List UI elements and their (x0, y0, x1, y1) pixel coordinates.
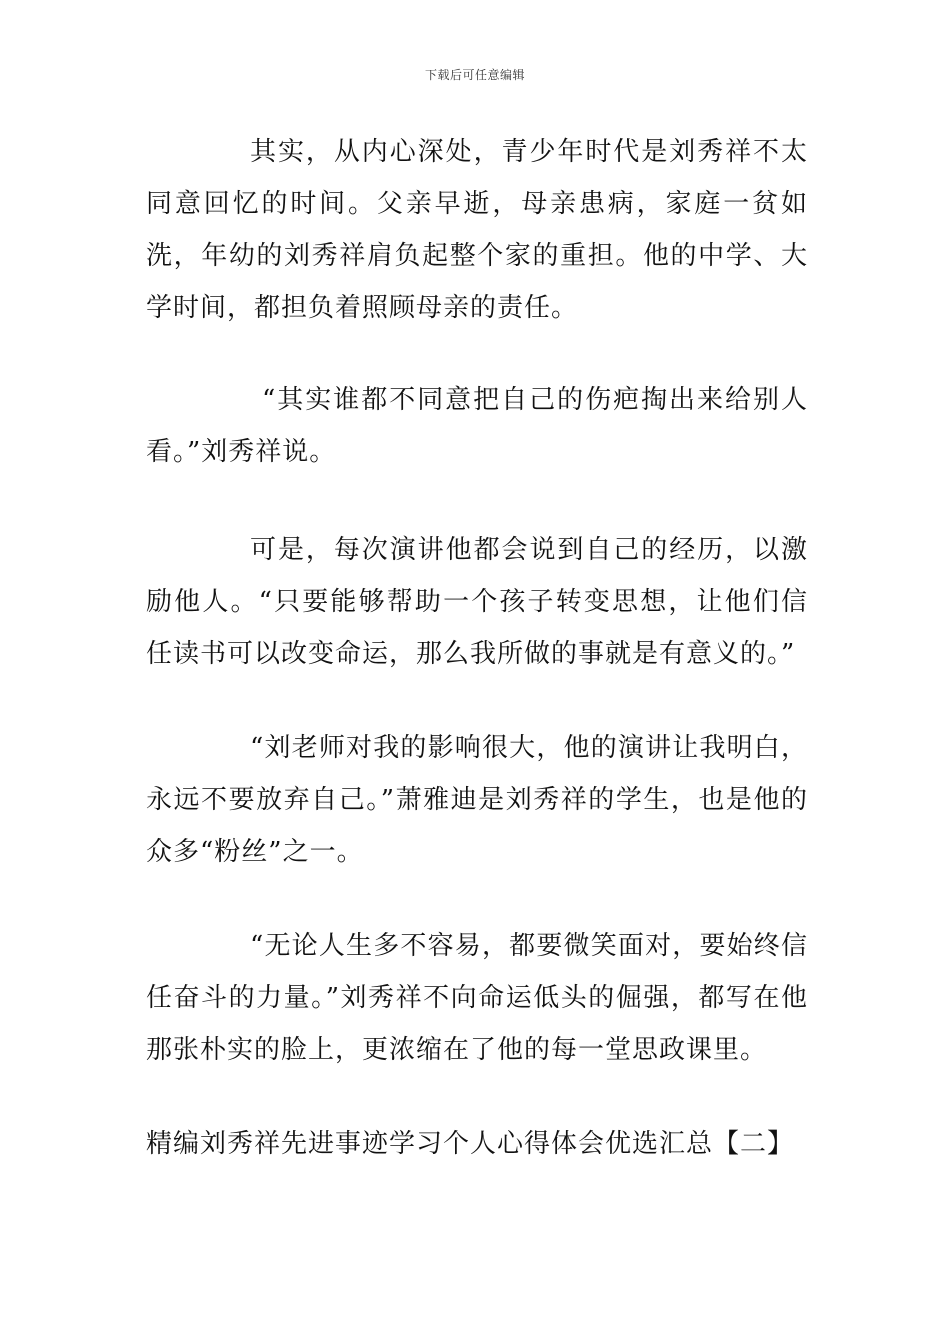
page-header: 下载后可任意编辑 (424, 68, 525, 82)
paragraph-3: 可是，每次演讲他都会说到自己的经历，以激励他人。“只要能够帮助一个孩子转变思想，让他们信任读书可以改变命运，那么我所做的事就是有意义的。” (146, 535, 808, 669)
paragraph-1: 其实，从内心深处，青少年时代是刘秀祥不太同意回忆的时间。父亲早逝，母亲患病，家庭一贫如洗，年幼的刘秀祥肩负起整个家的重担。他的中学、大学时间，都担负着照顾母亲的责任。 (146, 137, 808, 323)
paragraph-4: “刘老师对我的影响很大，他的演讲让我明白，永远不要放弃自己。”萧雅迪是刘秀祥的学生，也是他的众多“粉丝”之一。 (146, 733, 808, 867)
paragraph-2: “其实谁都不同意把自己的伤疤掏出来给别人看。”刘秀祥说。 (146, 385, 808, 467)
paragraph-5: “无论人生多不容易，都要微笑面对，要始终信任奋斗的力量。”刘秀祥不向命运低头的倔强，都写在他那张朴实的脸上，更浓缩在了他的每一堂思政课里。 (146, 931, 808, 1065)
section-heading: 精编刘秀祥先进事迹学习个人心得体会优选汇总【二】 (146, 1129, 795, 1159)
